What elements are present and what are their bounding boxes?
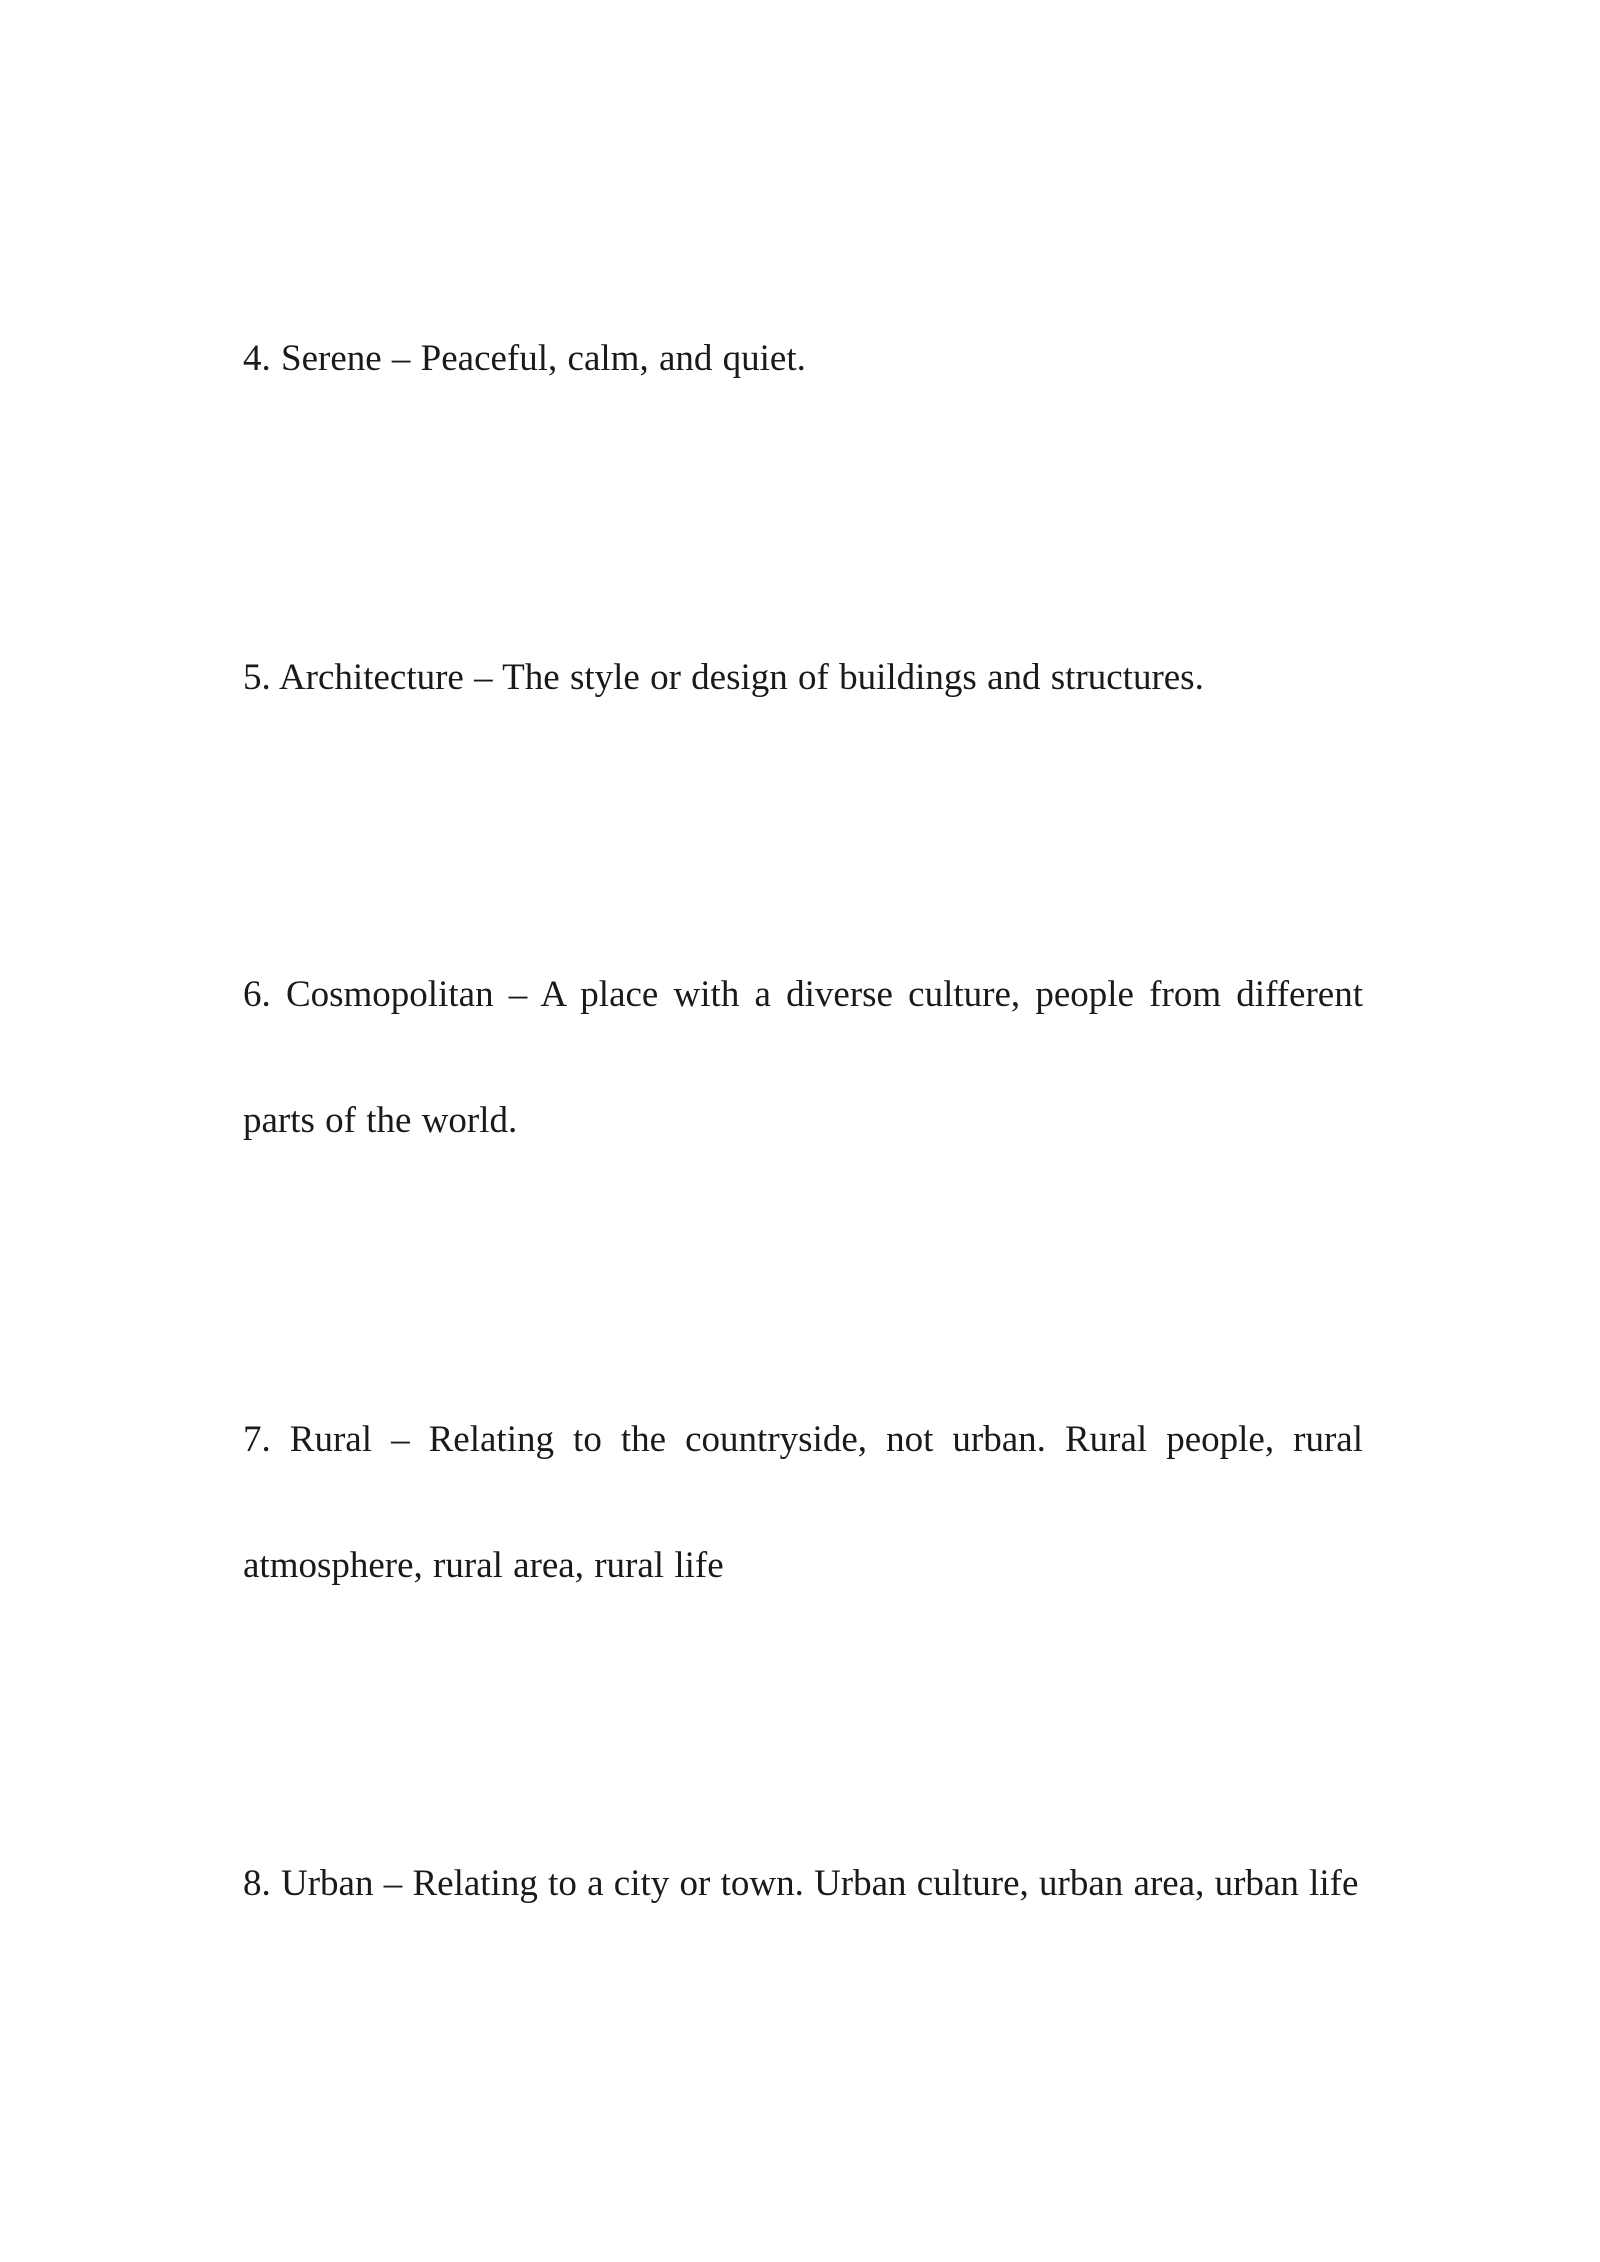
vocabulary-entry-architecture: 5. Architecture – The style or design of buildings and structures. [243, 657, 1204, 698]
vocabulary-entry-cosmopolitan: 6. Cosmopolitan – A place with a diverse culture, people from different parts of the world. [243, 974, 1363, 1141]
vocabulary-entry-rural: 7. Rural – Relating to the countryside, not urban. Rural people, rural atmosphere, rural area, rural life [243, 1419, 1363, 1586]
vocabulary-entry-serene: 4. Serene – Peaceful, calm, and quiet. [243, 338, 806, 379]
vocabulary-entry-urban: 8. Urban – Relating to a city or town. Urban culture, urban area, urban life [243, 1863, 1359, 1904]
